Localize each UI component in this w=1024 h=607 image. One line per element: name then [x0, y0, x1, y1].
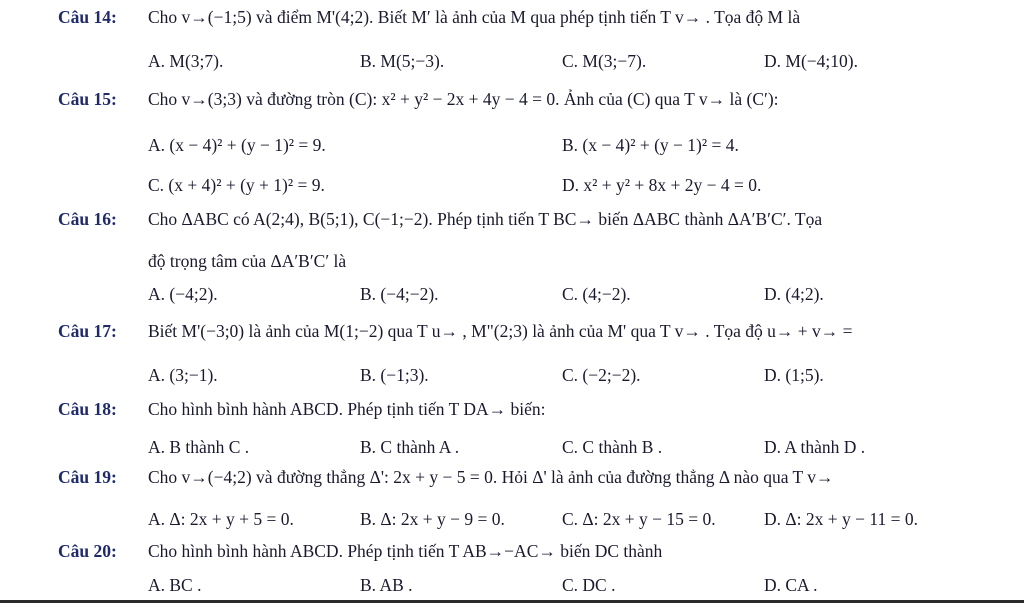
question-text: Cho hình bình hành ABCD. Phép tịnh tiến T AB→−AC→ biến DC thành	[148, 541, 663, 561]
question-text: Cho v→(−4;2) và đường thẳng Δ': 2x + y − 5 = 0. Hỏi Δ' là ảnh của đường thẳng Δ nào qua T v→	[148, 467, 834, 487]
option-b[interactable]: B. AB .	[360, 575, 413, 595]
option-d[interactable]: D. CA .	[764, 575, 818, 595]
option-d[interactable]: D. (4;2).	[764, 284, 824, 304]
question-text: Cho hình bình hành ABCD. Phép tịnh tiến T DA→ biến:	[148, 399, 546, 419]
option-d[interactable]: D. M(−4;10).	[764, 51, 858, 71]
option-c[interactable]: C. (4;−2).	[562, 284, 631, 304]
option-b[interactable]: B. (x − 4)² + (y − 1)² = 4.	[562, 135, 739, 155]
question-text: Biết M'(−3;0) là ảnh của M(1;−2) qua T u→ , M"(2;3) là ảnh của M' qua T v→ . Tọa độ u→ + v→ =	[148, 321, 853, 341]
option-d[interactable]: D. x² + y² + 8x + 2y − 4 = 0.	[562, 175, 762, 195]
page-bottom-rule	[0, 600, 1024, 603]
option-a[interactable]: A. M(3;7).	[148, 51, 224, 71]
question-label: Câu 15:	[58, 89, 117, 109]
question-label: Câu 18:	[58, 399, 117, 419]
option-c[interactable]: C. (−2;−2).	[562, 365, 641, 385]
option-a[interactable]: A. (x − 4)² + (y − 1)² = 9.	[148, 135, 326, 155]
option-b[interactable]: B. (−4;−2).	[360, 284, 439, 304]
question-text: Cho v→(3;3) và đường tròn (C): x² + y² − 2x + 4y − 4 = 0. Ảnh của (C) qua T v→ là (C′):	[148, 89, 779, 109]
question-text: Cho v→(−1;5) và điểm M'(4;2). Biết M′ là ảnh của M qua phép tịnh tiến T v→ . Tọa độ M là	[148, 7, 801, 27]
option-a[interactable]: A. Δ: 2x + y + 5 = 0.	[148, 509, 294, 529]
question-text-continued: độ trọng tâm của ΔA′B′C′ là	[148, 251, 347, 271]
question-label: Câu 20:	[58, 541, 117, 561]
question-label: Câu 14:	[58, 7, 117, 27]
option-b[interactable]: B. C thành A .	[360, 437, 460, 457]
question-label: Câu 17:	[58, 321, 117, 341]
option-c[interactable]: C. Δ: 2x + y − 15 = 0.	[562, 509, 716, 529]
option-a[interactable]: A. BC .	[148, 575, 202, 595]
option-a[interactable]: A. B thành C .	[148, 437, 250, 457]
option-b[interactable]: B. M(5;−3).	[360, 51, 445, 71]
option-b[interactable]: B. (−1;3).	[360, 365, 429, 385]
option-c[interactable]: C. M(3;−7).	[562, 51, 647, 71]
option-a[interactable]: A. (−4;2).	[148, 284, 218, 304]
option-d[interactable]: D. Δ: 2x + y − 11 = 0.	[764, 509, 918, 529]
option-c[interactable]: C. C thành B .	[562, 437, 663, 457]
option-d[interactable]: D. A thành D .	[764, 437, 866, 457]
question-label: Câu 19:	[58, 467, 117, 487]
option-c[interactable]: C. (x + 4)² + (y + 1)² = 9.	[148, 175, 325, 195]
option-a[interactable]: A. (3;−1).	[148, 365, 218, 385]
question-label: Câu 16:	[58, 209, 117, 229]
option-d[interactable]: D. (1;5).	[764, 365, 824, 385]
option-c[interactable]: C. DC .	[562, 575, 616, 595]
question-text: Cho ΔABC có A(2;4), B(5;1), C(−1;−2). Phép tịnh tiến T BC→ biến ΔABC thành ΔA′B′C′. Tọa	[148, 209, 823, 229]
option-b[interactable]: B. Δ: 2x + y − 9 = 0.	[360, 509, 505, 529]
